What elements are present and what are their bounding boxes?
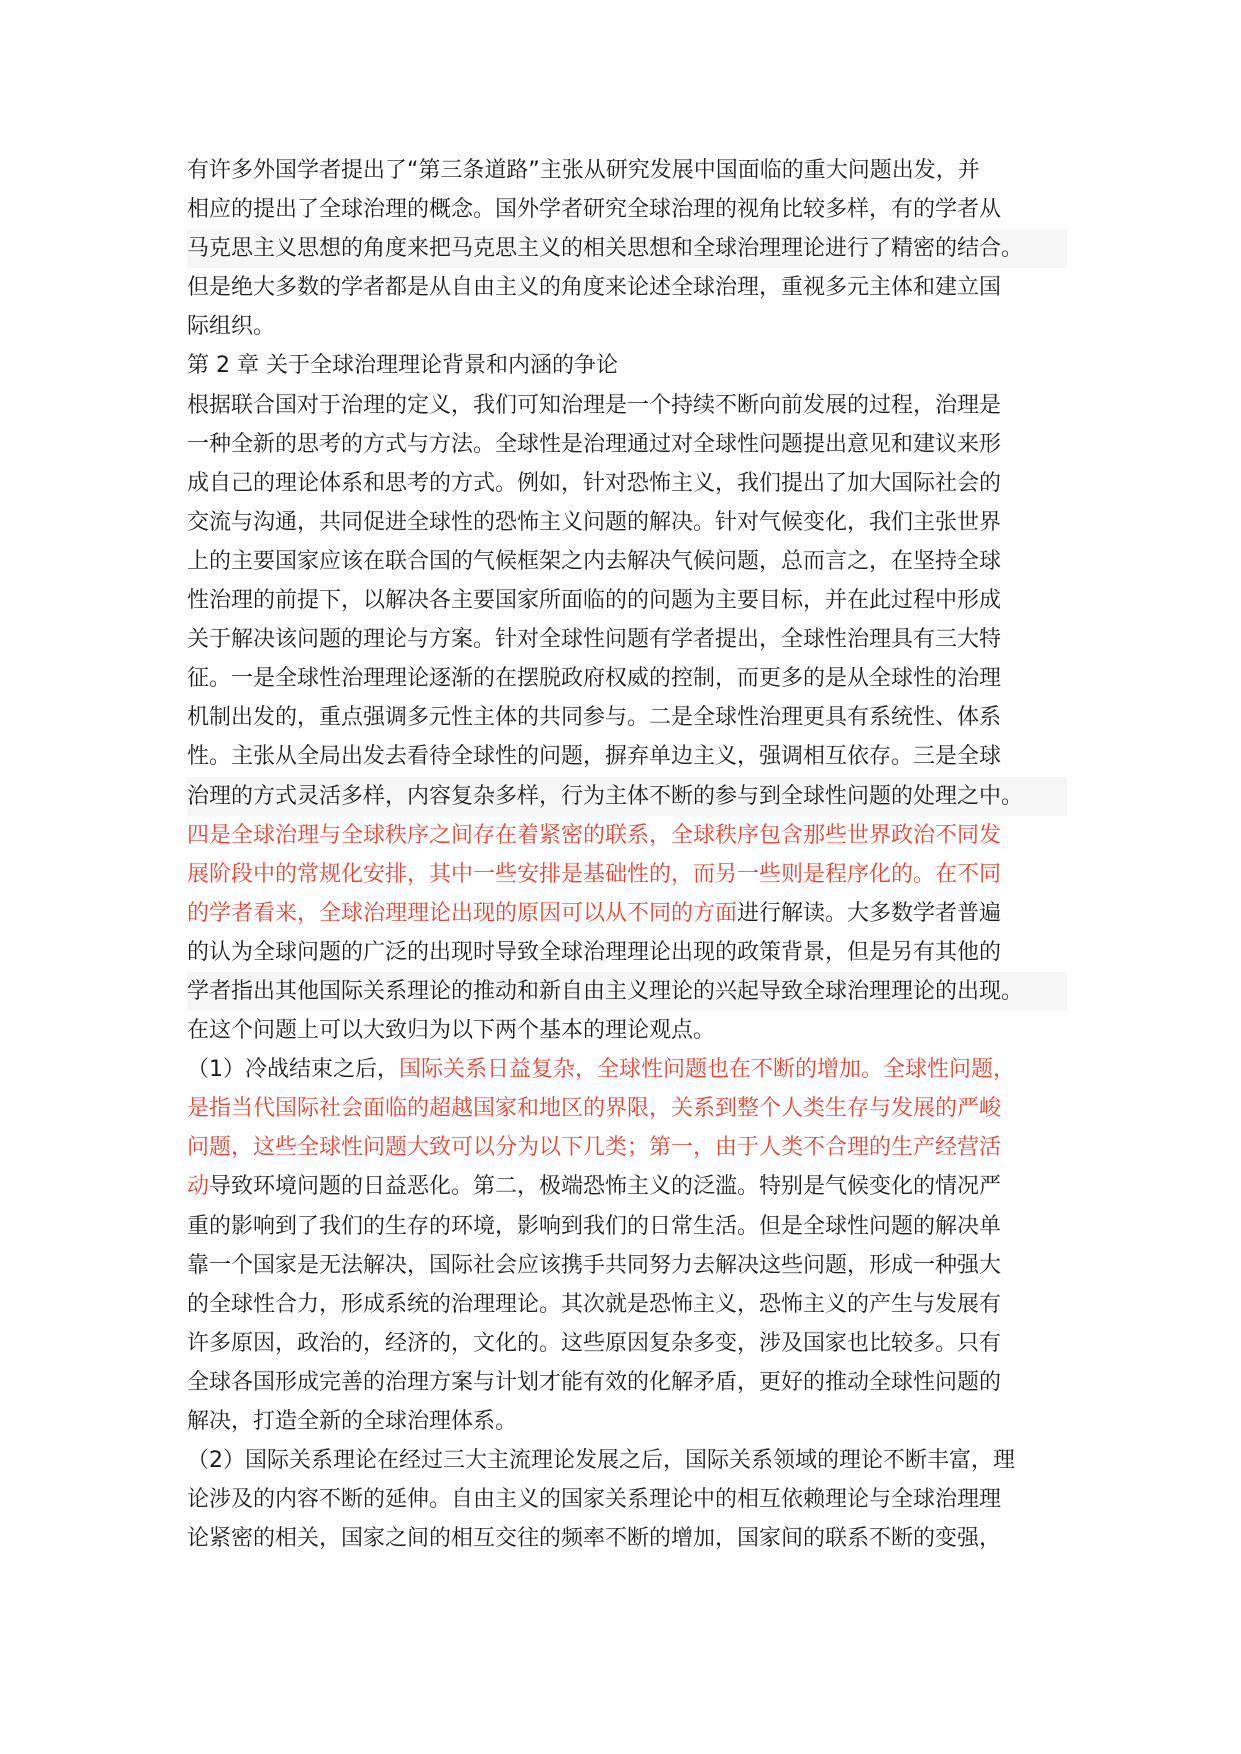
- text-segment: 学者指出其他国际关系理论的推动和新自由主义理论的兴起导致全球治理理论的出现。: [187, 978, 1024, 1004]
- text-line: [187, 1050, 1067, 1089]
- text-segment: 论紧密的相关，国家之间的相互交往的频率不断的增加，国家间的联系不断的变强，: [187, 1526, 1002, 1552]
- text-line: [187, 620, 1067, 659]
- text-segment: 际组织。: [187, 314, 276, 340]
- text-segment: 交流与沟通，共同促进全球性的恐怖主义问题的解决。针对气候变化，我们主张世界: [187, 509, 1002, 535]
- text-segment: 解决，打造全新的全球治理体系。: [187, 1409, 518, 1434]
- text-segment: 论涉及的内容不断的延伸。自由主义的国家关系理论中的相互依赖理论与全球治理理: [187, 1487, 1002, 1513]
- text-line: [187, 307, 1067, 346]
- text-line: [187, 1207, 1067, 1246]
- text-line: [187, 777, 1067, 816]
- text-segment: 全球各国形成完善的治理方案与计划才能有效的化解矛盾，更好的推动全球性问题的: [187, 1369, 1002, 1395]
- text-segment: 的认为全球问题的广泛的出现时导致全球治理理论出现的政策背景，但是另有其他的: [187, 939, 1002, 965]
- text-segment: 的全球性合力，形成系统的治理理论。其次就是恐怖主义，恐怖主义的产生与发展有: [187, 1291, 1002, 1317]
- text-segment: （2）国际关系理论在经过三大主流理论发展之后，国际关系领域的理论不断丰富，理: [187, 1448, 1015, 1474]
- text-line: [187, 386, 1067, 425]
- text-line: [187, 464, 1067, 503]
- text-line: [187, 698, 1067, 737]
- text-line: [187, 581, 1067, 620]
- text-segment: 根据联合国对于治理的定义，我们可知治理是一个持续不断向前发展的过程，治理是: [187, 392, 1002, 418]
- highlighted-text: 四是全球治理与全球秩序之间存在着紧密的联系，全球秩序包含那些世界政治不同发: [187, 822, 1002, 848]
- text-line: [187, 268, 1067, 307]
- text-line: [187, 737, 1067, 776]
- text-segment: 一种全新的思考的方式与方法。全球性是治理通过对全球性问题提出意见和建议来形: [187, 431, 1002, 457]
- text-line: [187, 1167, 1067, 1206]
- highlighted-text: 的学者看来，全球治理理论出现的原因可以从不同的方面: [187, 900, 738, 926]
- text-segment: 有许多外国学者提出了“第三条道路”主张从研究发展中国面临的重大问题出发，并: [187, 158, 980, 183]
- text-line: [187, 855, 1067, 894]
- highlighted-text: 是指当代国际社会面临的超越国家和地区的界限，关系到整个人类生存与发展的严峻: [187, 1096, 1002, 1122]
- text-line: [187, 1519, 1067, 1558]
- text-segment: 性治理的前提下，以解决各主要国家所面临的的问题为主要目标，并在此过程中形成: [187, 588, 1002, 614]
- highlighted-text: 国际关系日益复杂，全球性问题也在不断的增加。全球性问题，: [399, 1057, 1016, 1083]
- text-segment: 征。一是全球性治理理论逐渐的在摆脱政府权威的控制，而更多的是从全球性的治理: [187, 666, 1002, 692]
- text-segment: 在这个问题上可以大致归为以下两个基本的理论观点。: [187, 1018, 716, 1044]
- highlighted-text: 问题，这些全球性问题大致可以分为以下几类；第一，由于人类不合理的生产经营活: [187, 1135, 1002, 1161]
- text-line: [187, 972, 1067, 1011]
- highlighted-text: 展阶段中的常规化安排，其中一些安排是基础性的，而另一些则是程序化的。在不同: [187, 861, 1002, 887]
- text-segment: （1）冷战结束之后，: [187, 1057, 399, 1083]
- text-line: [187, 1402, 1067, 1441]
- text-segment: 进行解读。大多数学者普遍: [737, 900, 1002, 926]
- body-text: [187, 151, 1067, 1558]
- text-segment: 许多原因，政治的，经济的，文化的。这些原因复杂多变，涉及国家也比较多。只有: [187, 1330, 1002, 1356]
- text-line: [187, 659, 1067, 698]
- text-line: [187, 542, 1067, 581]
- text-line: [187, 425, 1067, 464]
- text-segment: 关于解决该问题的理论与方案。针对全球性问题有学者提出，全球性治理具有三大特: [187, 627, 1002, 653]
- text-segment: 治理的方式灵活多样，内容复杂多样，行为主体不断的参与到全球性问题的处理之中。: [187, 783, 1024, 809]
- text-line: [187, 894, 1067, 933]
- text-line: [187, 229, 1067, 268]
- text-line: [187, 503, 1067, 542]
- text-segment: 相应的提出了全球治理的概念。国外学者研究全球治理的视角比较多样，有的学者从: [187, 197, 1002, 223]
- text-line: [187, 1246, 1067, 1285]
- text-segment: 导致环境问题的日益恶化。第二，极端恐怖主义的泛滥。特别是气候变化的情况严: [209, 1174, 1002, 1200]
- highlighted-text: 动: [187, 1174, 210, 1200]
- text-line: [187, 1441, 1067, 1480]
- text-line: [187, 933, 1067, 972]
- text-segment: 但是绝大多数的学者都是从自由主义的角度来论述全球治理，重视多元主体和建立国: [187, 275, 1002, 301]
- text-line: [187, 1128, 1067, 1167]
- text-line: [187, 1324, 1067, 1363]
- text-line: [187, 1089, 1067, 1128]
- text-segment: 成自己的理论体系和思考的方式。例如，针对恐怖主义，我们提出了加大国际社会的: [187, 470, 1002, 496]
- text-segment: 重的影响到了我们的生存的环境，影响到我们的日常生活。但是全球性问题的解决单: [187, 1213, 1002, 1239]
- text-segment: 上的主要国家应该在联合国的气候框架之内去解决气候问题，总而言之，在坚持全球: [187, 548, 1002, 574]
- text-line: [187, 816, 1067, 855]
- text-line: [187, 190, 1067, 229]
- text-line: [187, 1363, 1067, 1402]
- text-segment: 马克思主义思想的角度来把马克思主义的相关思想和全球治理理论进行了精密的结合。: [187, 236, 1024, 262]
- text-segment: 靠一个国家是无法解决，国际社会应该携手共同努力去解决这些问题，形成一种强大: [187, 1252, 1002, 1278]
- text-segment: 机制出发的，重点强调多元性主体的共同参与。二是全球性治理更具有系统性、体系: [187, 705, 1002, 731]
- chapter-heading: [187, 346, 1067, 385]
- text-line: [187, 151, 1067, 190]
- text-line: [187, 1480, 1067, 1519]
- text-line: [187, 1285, 1067, 1324]
- text-line: [187, 1011, 1067, 1050]
- text-segment: 第 2 章 关于全球治理理论背景和内涵的争论: [187, 353, 618, 379]
- text-segment: 性。主张从全局出发去看待全球性的问题，摒弃单边主义，强调相互依存。三是全球: [187, 744, 1002, 770]
